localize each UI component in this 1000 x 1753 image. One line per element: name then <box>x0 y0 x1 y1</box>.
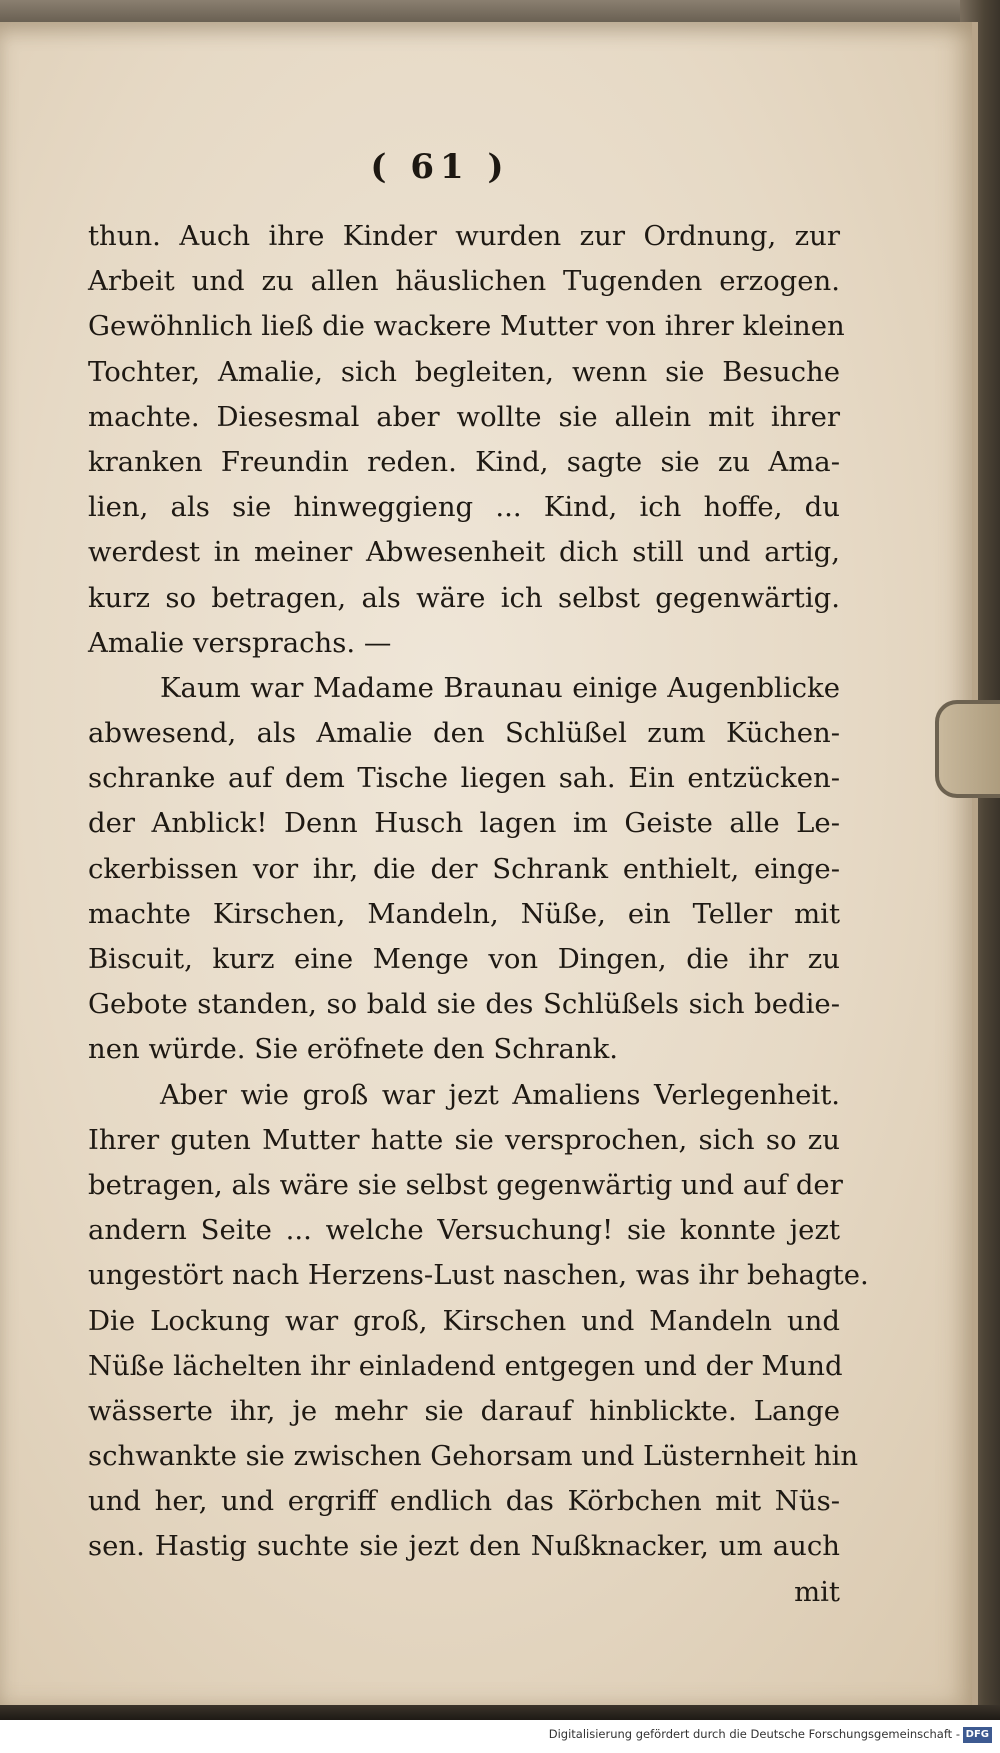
text-line: andern Seite ... welche Versuchung! sie konnte jezt <box>88 1214 840 1247</box>
page-clip-tab <box>935 700 1000 798</box>
text-line: Kaum war Madame Braunau einige Augenblicke <box>160 671 840 704</box>
page-bottom-shadow <box>0 1705 1000 1720</box>
text-line: thun. Auch ihre Kinder wurden zur Ordnung, zur <box>88 220 840 252</box>
text-line: sen. Hastig suchte sie jezt den Nußknacker, um auch <box>88 1530 840 1563</box>
text-line: ungestört nach Herzens-Lust naschen, was ihr behagte. <box>88 1259 869 1292</box>
text-line: und her, und ergriff endlich das Körbchen mit Nüs- <box>88 1485 840 1518</box>
text-line: kranken Freundin reden. Kind, sagte sie zu Ama- <box>88 445 840 478</box>
dfg-logo: DFG <box>963 1727 992 1743</box>
text-line: ckerbissen vor ihr, die der Schrank enthielt, einge- <box>88 852 840 885</box>
text-line: Die Lockung war groß, Kirschen und Mandeln und <box>88 1304 840 1337</box>
text-line: der Anblick! Denn Husch lagen im Geiste alle Le- <box>88 807 840 840</box>
text-line: Gewöhnlich ließ die wackere Mutter von ihrer kleinen <box>88 310 845 343</box>
text-line: werdest in meiner Abwesenheit dich still und artig, <box>88 536 840 569</box>
text-line: Ihrer guten Mutter hatte sie versprochen, sich so zu <box>88 1123 840 1156</box>
text-line: machte. Diesesmal aber wollte sie allein mit ihrer <box>88 400 840 433</box>
text-line: schranke auf dem Tische liegen sah. Ein entzücken- <box>88 762 840 795</box>
text-line: betragen, als wäre sie selbst gegenwärtig und auf der <box>88 1168 843 1201</box>
text-line: kurz so betragen, als wäre ich selbst gegenwärtig. <box>88 581 840 614</box>
text-line: abwesend, als Amalie den Schlüßel zum Küchen- <box>88 717 840 750</box>
text-line: wässerte ihr, je mehr sie darauf hinblickte. Lange <box>88 1394 840 1427</box>
text-line: nen würde. Sie eröfnete den Schrank. <box>88 1033 618 1066</box>
text-line: machte Kirschen, Mandeln, Nüße, ein Teller mit <box>88 897 840 930</box>
text-line: schwankte sie zwischen Gehorsam und Lüsternheit hin <box>88 1440 859 1473</box>
text-line: Nüße lächelten ihr einladend entgegen und der Mund <box>88 1349 843 1382</box>
digitization-credit: Digitalisierung gefördert durch die Deutsche Forschungsgemeinschaft - <box>548 1727 960 1741</box>
text-line: Arbeit und zu allen häuslichen Tugenden erzogen. <box>88 265 840 298</box>
text-line: Gebote standen, so bald sie des Schlüßels sich bedie- <box>88 988 840 1021</box>
page-text-block <box>88 214 869 1615</box>
text-line: mit <box>794 1575 840 1608</box>
text-line: Biscuit, kurz eine Menge von Dingen, die ihr zu <box>88 943 840 975</box>
book-page <box>0 22 978 1705</box>
text-line: Aber wie groß war jezt Amaliens Verlegenheit. <box>160 1078 840 1111</box>
text-line: Amalie versprachs. — <box>88 626 392 659</box>
text-line: Tochter, Amalie, sich begleiten, wenn sie Besuche <box>88 355 840 388</box>
text-line: lien, als sie hinweggieng ... Kind, ich hoffe, du <box>88 491 840 524</box>
page-number: ( 61 ) <box>370 147 510 187</box>
